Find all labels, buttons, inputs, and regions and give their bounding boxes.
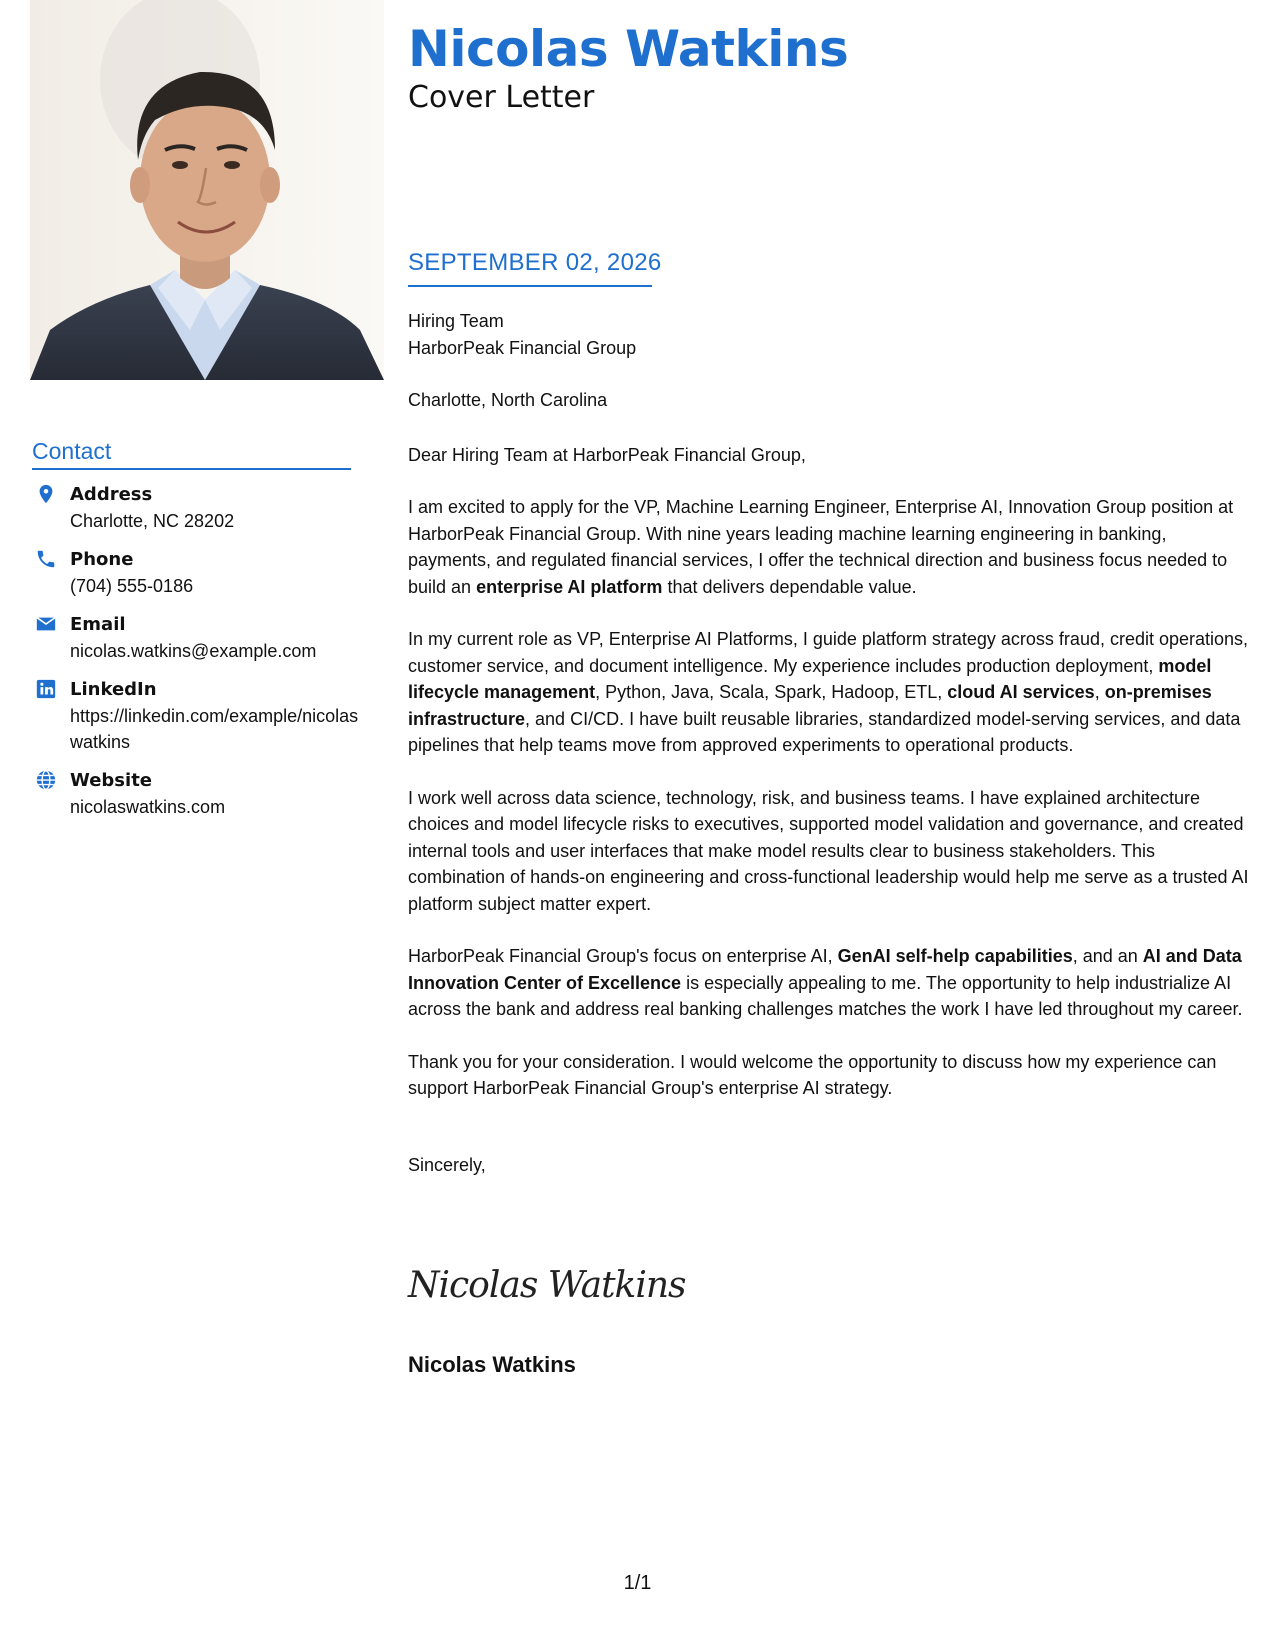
handwritten-signature: Nicolas Watkins <box>408 1265 686 1306</box>
recipient-company: HarborPeak Financial Group <box>408 337 637 358</box>
linkedin-value[interactable]: https://linkedin.com/example/nicolaswatkins <box>70 706 359 752</box>
letter-body <box>408 308 1253 1178</box>
date-underline <box>408 285 652 287</box>
globe-icon <box>35 769 57 791</box>
contact-label: Phone <box>70 549 134 570</box>
contact-item-address <box>32 482 362 534</box>
document-subtitle: Cover Letter <box>408 80 595 115</box>
envelope-icon <box>35 613 57 635</box>
contact-label: Website <box>70 770 153 791</box>
phone-value: (704) 555-0186 <box>70 576 194 596</box>
contact-heading: Contact <box>32 438 112 464</box>
closing-salutation: Sincerely, <box>408 1154 486 1175</box>
paragraph-collaboration: I work well across data science, technology, risk, and business teams. I have explained architecture choices and model lifecycle risks to executives, supported model validation and governance, and created internal tools and user interfaces that make model results clear to business stakeholders. This combination of hands-on engineering and cross-functional leadership would help me serve as a trusted AI platform subject matter expert. <box>408 787 1249 914</box>
paragraph-experience: In my current role as VP, Enterprise AI Platforms, I guide platform strategy across fraud, credit operations, customer service, and document intelligence. My experience includes production deployment, model lifecycle management, Python, Java, Scala, Spark, Hadoop, ETL, cloud AI services, on-premises infrastructure, and CI/CD. I have built reusable libraries, standardized model-serving services, and data pipelines that help teams move from approved experiments to operational products. <box>408 629 1249 755</box>
signer-name: Nicolas Watkins <box>408 1352 576 1377</box>
greeting: Dear Hiring Team at HarborPeak Financial Group, <box>408 444 806 465</box>
contact-label: Address <box>70 484 153 505</box>
contact-divider <box>32 468 351 470</box>
contact-label: Email <box>70 614 126 635</box>
contact-label: LinkedIn <box>70 679 157 700</box>
paragraph-intro: I am excited to apply for the VP, Machine Learning Engineer, Enterprise AI, Innovation Group position at HarborPeak Financial Group. With nine years leading machine learning engineering in banking, payments, and regulated financial services, I offer the technical direction and business focus needed to build an enterprise AI platform that delivers dependable value. <box>408 497 1234 597</box>
website-value[interactable]: nicolaswatkins.com <box>70 797 226 817</box>
contact-item-email <box>32 612 362 664</box>
paragraph-thanks: Thank you for your consideration. I would welcome the opportunity to discuss how my experience can support HarborPeak Financial Group's enterprise AI strategy. <box>408 1051 1217 1098</box>
recipient-location: Charlotte, North Carolina <box>408 390 608 410</box>
letter-date: SEPTEMBER 02, 2026 <box>408 249 662 276</box>
email-value[interactable]: nicolas.watkins@example.com <box>70 641 317 661</box>
phone-icon <box>35 548 57 570</box>
contact-item-phone <box>32 547 362 599</box>
recipient-line: Hiring Team <box>408 311 504 331</box>
contact-item-linkedin <box>32 677 362 755</box>
page-number: 1/1 <box>623 1572 652 1594</box>
linkedin-icon <box>35 678 57 700</box>
contact-item-website <box>32 768 362 820</box>
contact-list <box>32 482 362 833</box>
paragraph-company-fit: HarborPeak Financial Group's focus on enterprise AI, GenAI self-help capabilities, and an AI and Data Innovation Center of Excellence is especially appealing to me. The opportunity to help industrialize AI across the bank and address real banking challenges matches the work I have led throughout my career. <box>408 946 1243 1019</box>
profile-photo <box>30 0 384 380</box>
applicant-name: Nicolas Watkins <box>408 20 849 78</box>
address-value: Charlotte, NC 28202 <box>70 511 235 531</box>
location-pin-icon <box>35 483 57 505</box>
